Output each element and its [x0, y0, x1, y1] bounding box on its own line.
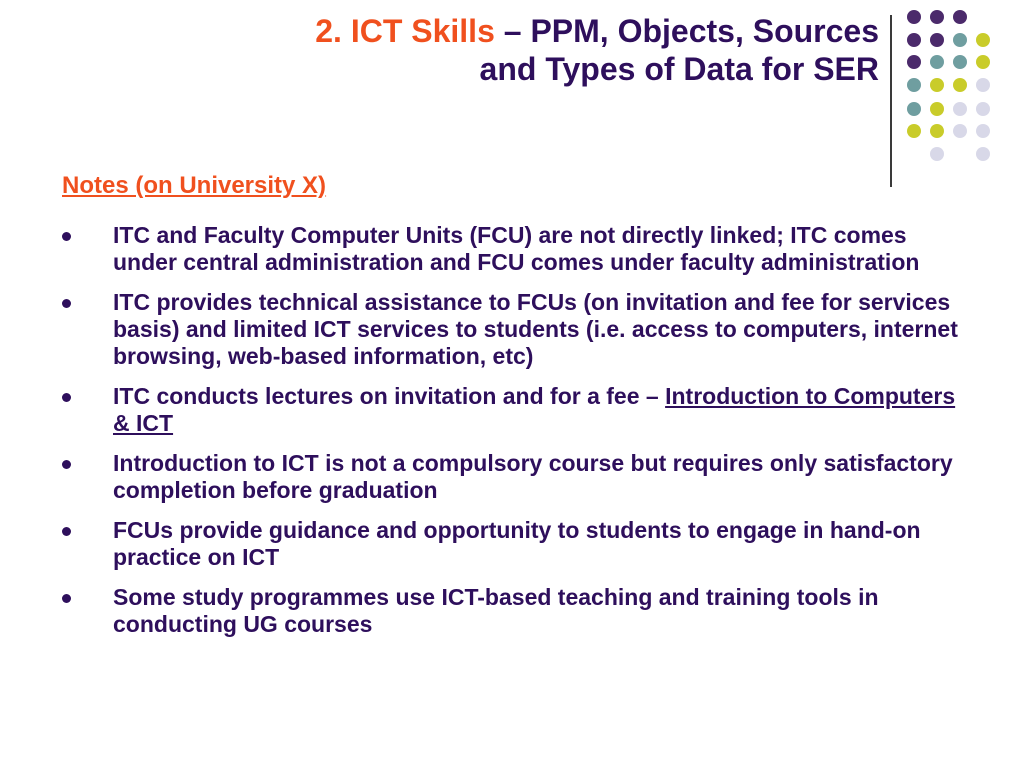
decorative-dot-icon [976, 124, 990, 138]
decorative-dot-icon [976, 102, 990, 116]
bullet-dot-icon [62, 299, 71, 308]
notes-subheading: Notes (on University X) [62, 172, 327, 199]
decorative-dot-icon [953, 33, 967, 47]
title-line-2: and Types of Data for SER [479, 51, 879, 87]
decorative-dot-icon [953, 55, 967, 69]
course-link[interactable]: Introduction to Computers & ICT [113, 383, 956, 436]
bullet-dot-icon [62, 594, 71, 603]
notes-bullet-list [62, 222, 967, 651]
decorative-dot-icon [976, 78, 990, 92]
decorative-dot-icon [930, 55, 944, 69]
bullet-dot-icon [62, 460, 71, 469]
decorative-dot-icon [953, 102, 967, 116]
bullet-dot-icon [62, 393, 71, 402]
decorative-dot-icon [930, 102, 944, 116]
bullet-text: FCUs provide guidance and opportunity to students to engage in hand-on practice on ICT [113, 517, 921, 570]
bullet-item [62, 450, 967, 504]
decorative-dot-icon [930, 33, 944, 47]
bullet-text: ITC and Faculty Computer Units (FCU) are not directly linked; ITC comes under central administration and FCU comes under faculty administration [113, 222, 920, 275]
decorative-dot-icon [976, 55, 990, 69]
bullet-dot-icon [62, 527, 71, 536]
bullet-item [62, 383, 967, 437]
decorative-dot-icon [907, 55, 921, 69]
decorative-dot-icon [907, 10, 921, 24]
bullet-item [62, 584, 967, 638]
bullet-dot-icon [62, 232, 71, 241]
bullet-item [62, 289, 967, 370]
decorative-dot-icon [976, 147, 990, 161]
bullet-text: ITC conducts lectures on invitation and for a fee – [113, 383, 666, 409]
decorative-dot-icon [907, 124, 921, 138]
decorative-dot-icon [930, 124, 944, 138]
bullet-item [62, 517, 967, 571]
decorative-dot-icon [930, 10, 944, 24]
decorative-dot-icon [930, 147, 944, 161]
decorative-dot-icon [907, 102, 921, 116]
title-main-text: – PPM, Objects, Sources [494, 13, 879, 49]
title-accent-text: 2. ICT Skills [315, 13, 495, 49]
decorative-dot-icon [907, 78, 921, 92]
bullet-text: Some study programmes use ICT-based teaching and training tools in conducting UG courses [113, 584, 879, 637]
decorative-dot-icon [953, 124, 967, 138]
bullet-text: ITC provides technical assistance to FCUs (on invitation and fee for services basis) and limited ICT services to students (i.e. access to computers, internet browsing, web-based information, etc) [113, 289, 958, 369]
decorative-dot-grid [0, 0, 1024, 200]
bullet-item [62, 222, 967, 276]
decorative-dot-icon [953, 10, 967, 24]
decorative-dot-icon [930, 78, 944, 92]
decorative-dot-icon [907, 33, 921, 47]
decorative-dot-icon [976, 33, 990, 47]
bullet-text: Introduction to ICT is not a compulsory course but requires only satisfactory completion before graduation [113, 450, 953, 503]
decorative-dot-icon [953, 78, 967, 92]
